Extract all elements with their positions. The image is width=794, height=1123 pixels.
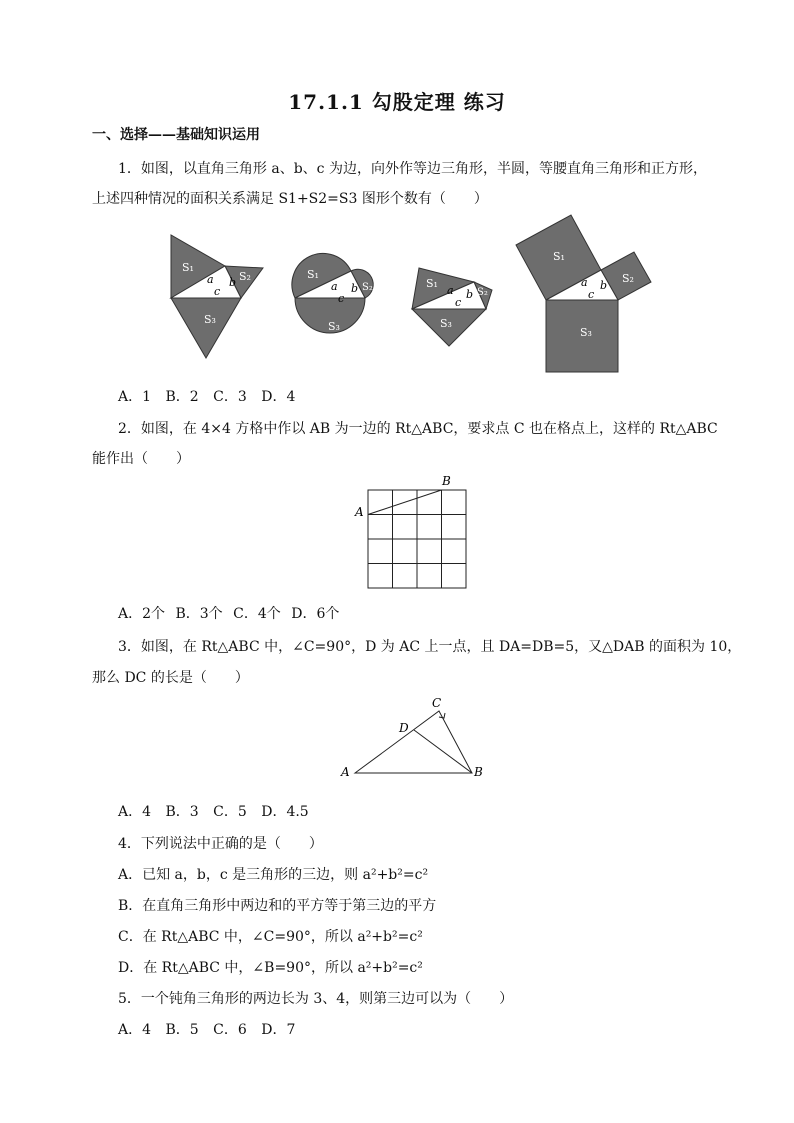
q3-choice-c[interactable]: C．5 [213, 804, 247, 820]
q1-fig1-c: c [214, 285, 221, 298]
q3-point-c: C [432, 696, 442, 710]
q2-choice-c[interactable]: C．4个 [233, 606, 281, 622]
q1-fig3-b: b [466, 288, 474, 301]
q1-figure-isosceles [412, 268, 492, 346]
q2-point-b: B [442, 474, 451, 488]
q1-fig4-a: a [581, 276, 588, 289]
q1-fig2-s1: S₁ [307, 268, 319, 281]
q4-option-a[interactable]: A．已知 a，b，c 是三角形的三边，则 a²+b²=c² [118, 867, 429, 883]
q4-option-b[interactable]: B．在直角三角形中两边和的平方等于第三边的平方 [118, 898, 437, 914]
q5-stem: 5．一个钝角三角形的两边长为 3、4，则第三边可以为（ ） [118, 991, 514, 1007]
q5-choice-d[interactable]: D．7 [261, 1022, 296, 1038]
q2-choice-b[interactable]: B．3个 [175, 606, 223, 622]
q1-choice-b[interactable]: B．2 [165, 389, 199, 405]
q1-choice-c[interactable]: C．3 [213, 389, 247, 405]
q1-choice-a[interactable]: A．1 [118, 389, 152, 405]
q3-choices [118, 801, 319, 821]
q2-choice-d[interactable]: D．6个 [291, 606, 340, 622]
q2-stem-line2: 能作出（ ） [92, 451, 190, 467]
q1-choice-d[interactable]: D．4 [261, 389, 296, 405]
q1-fig4-s1: S₁ [553, 250, 565, 263]
q3-choice-a[interactable]: A．4 [118, 804, 152, 820]
q1-figure-squares [516, 215, 651, 372]
q2-grid-figure [350, 470, 480, 595]
q1-stem-line2: 上述四种情况的面积关系满足 S1+S2=S3 图形个数有（ ） [92, 191, 488, 207]
q3-point-a: A [341, 765, 350, 779]
q1-fig4-c: c [588, 288, 595, 301]
q2-choice-a[interactable]: A．2个 [118, 606, 166, 622]
q1-fig2-s3: S₃ [328, 320, 340, 333]
q5-choice-a[interactable]: A．4 [118, 1022, 152, 1038]
q3-point-d: D [399, 721, 409, 735]
q1-fig2-c: c [338, 292, 345, 305]
q3-choice-b[interactable]: B．3 [165, 804, 199, 820]
q5-choice-b[interactable]: B．5 [165, 1022, 199, 1038]
q1-fig2-b: b [351, 282, 359, 295]
q1-fig1-a: a [207, 273, 214, 286]
q1-fig1-s2: S₂ [239, 270, 251, 283]
q1-figures [0, 210, 794, 380]
q1-fig4-b: b [600, 279, 608, 292]
q1-stem-line1: 1．如图，以直角三角形 a、b、c 为边，向外作等边三角形，半圆，等腰直角三角形和正方形， [118, 161, 707, 177]
q1-fig2-a: a [331, 280, 338, 293]
q3-stem-line2: 那么 DC 的长是（ ） [92, 670, 249, 686]
page-title: 17.1.1 勾股定理 练习 [288, 90, 506, 114]
q5-choices [118, 1019, 305, 1039]
q1-fig1-s3: S₃ [204, 313, 216, 326]
q1-fig3-s2: S₂ [477, 287, 488, 298]
q1-fig3-s3: S₃ [440, 317, 452, 330]
section-heading: 一、选择——基础知识运用 [92, 127, 260, 143]
q1-fig4-s2: S₂ [622, 272, 634, 285]
q1-fig4-s3: S₃ [580, 326, 592, 339]
q4-stem: 4．下列说法中正确的是（ ） [118, 836, 323, 852]
q1-fig3-c: c [455, 296, 462, 309]
q4-option-d[interactable]: D．在 Rt△ABC 中，∠B=90°，所以 a²+b²=c² [118, 960, 423, 976]
q3-choice-d[interactable]: D．4.5 [261, 804, 309, 820]
q1-fig3-a: a [447, 284, 454, 297]
q1-fig3-s1: S₁ [426, 277, 438, 290]
q4-option-c[interactable]: C．在 Rt△ABC 中，∠C=90°，所以 a²+b²=c² [118, 929, 423, 945]
q5-choice-c[interactable]: C．6 [213, 1022, 247, 1038]
q1-figure-semicircle [292, 253, 373, 333]
q1-choices [118, 386, 305, 406]
q3-point-b: B [474, 765, 483, 779]
q3-stem-line1: 3．如图，在 Rt△ABC 中，∠C=90°，D 为 AC 上一点，且 DA=DB=5，又△DAB 的面积为 10， [118, 639, 742, 655]
q2-stem-line1: 2．如图，在 4×4 方格中作以 AB 为一边的 Rt△ABC，要求点 C 也在格点上，这样的 Rt△ABC [118, 421, 718, 437]
q2-choices [118, 603, 349, 623]
q3-triangle-figure [335, 695, 495, 785]
q1-fig1-s1: S₁ [182, 261, 194, 274]
q1-fig2-s2: S₂ [362, 282, 373, 293]
q1-figure-equilateral [171, 235, 263, 358]
q1-fig1-b: b [229, 276, 237, 289]
q2-point-a: A [355, 505, 364, 519]
